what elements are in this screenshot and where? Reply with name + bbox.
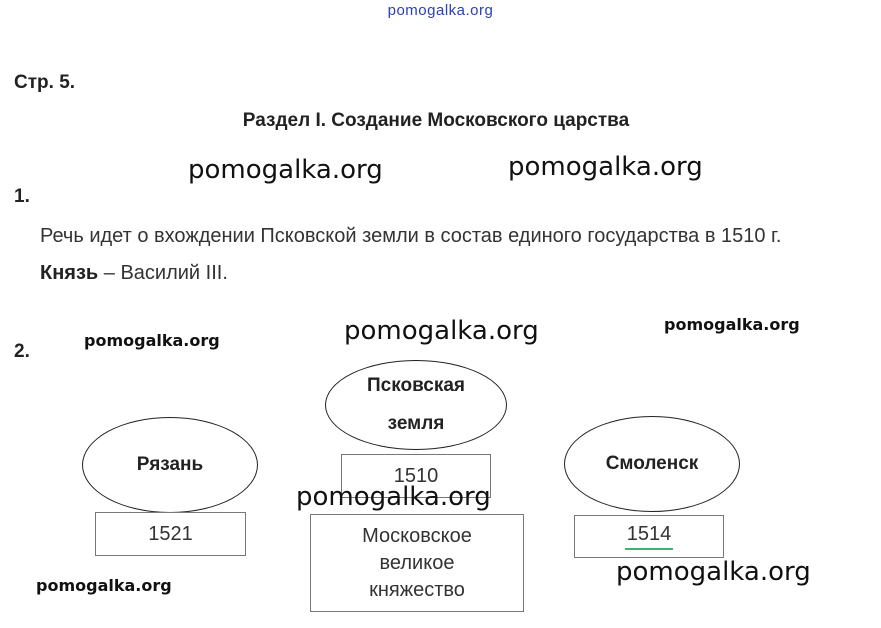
task2-number: 2. xyxy=(14,341,30,362)
region-pskov-name-line2: земля xyxy=(387,413,445,434)
watermark: pomogalka.org xyxy=(664,315,800,334)
prince-value: Василий III. xyxy=(120,262,228,284)
region-smolensk-year-box xyxy=(574,515,724,558)
watermark: pomogalka.org xyxy=(84,331,220,350)
watermark: pomogalka.org xyxy=(36,576,172,595)
watermark: pomogalka.org xyxy=(508,152,703,182)
region-ryazan-year: 1521 xyxy=(148,522,193,545)
region-smolensk-ellipse xyxy=(564,416,740,512)
task1-text: Речь идет о вхождении Псковской земли в состав единого государства в 1510 г. xyxy=(40,225,782,247)
watermark: pomogalka.org xyxy=(616,557,811,587)
page-reference: Стр. 5. xyxy=(14,72,76,93)
region-ryazan-year-box xyxy=(95,512,246,556)
region-smolensk-year: 1514 xyxy=(625,523,674,550)
region-ryazan-name: Рязань xyxy=(136,454,204,475)
watermark: pomogalka.org xyxy=(296,482,491,512)
watermark: pomogalka.org xyxy=(344,316,539,346)
task1-prince xyxy=(40,262,228,285)
moscow-principality-box xyxy=(310,514,524,612)
watermark: pomogalka.org xyxy=(188,155,383,185)
section-title xyxy=(0,110,881,132)
watermark-top: pomogalka.org xyxy=(387,2,494,19)
prince-dash: – xyxy=(98,262,121,284)
region-smolensk-name: Смоленск xyxy=(605,453,699,474)
region-pskov-year: 1510 xyxy=(393,464,439,487)
moscow-line3: княжество xyxy=(369,578,465,601)
moscow-line1: Московское xyxy=(362,524,472,547)
task1-number: 1. xyxy=(14,186,30,207)
region-pskov-ellipse xyxy=(325,360,507,450)
moscow-line2: великое xyxy=(379,551,455,574)
region-ryazan-ellipse xyxy=(82,417,258,513)
prince-label: Князь xyxy=(40,262,99,284)
section-title-text: Раздел I. Создание Московского царства xyxy=(242,110,630,131)
region-pskov-name-line1: Псковская xyxy=(366,375,466,396)
